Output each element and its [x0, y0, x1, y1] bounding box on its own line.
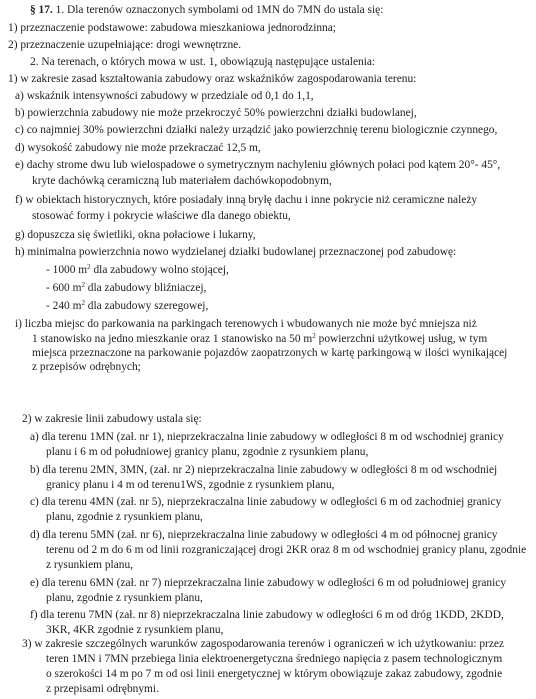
- paragraph-intro-line: [30, 3, 383, 18]
- section2-item-i-line4: z przepisów odrębnych;: [32, 361, 141, 373]
- section2-intro: 2. Na terenach, o których mowa w ust. 1, obowiązują następujące ustalenia:: [30, 56, 376, 68]
- section2-item-i-line2: 1 stanowisko na jedno mieszkanie oraz 1 stanowisko na 50 $m^2$ powierzchni użytkowej usług, w tym: [32, 332, 488, 345]
- section2-item-h-sub3: - 240 $m^2$ dla zabudowy szeregowej,: [46, 299, 209, 312]
- point3-line1: 3) w zakresie szczególnych warunków zagospodarowania terenów i ograniczeń w ich użytkowaniu: przez: [22, 638, 505, 650]
- section2-item-e-line1: e) dachy strome dwu lub wielospadowe o symetrycznym nachyleniu głównych połaci pod kątem 20°- 45°,: [15, 159, 501, 171]
- section2-item-d: d) wysokość zabudowy nie może przekraczać 12,5 m,: [15, 142, 261, 154]
- point2-intro: 2) w zakresie linii zabudowy ustala się:: [22, 413, 202, 425]
- paragraph-number: § 17.: [30, 4, 53, 16]
- section2-point1: 1) w zakresie zasad kształtowania zabudowy oraz wskaźników zagospodarowania terenu:: [8, 73, 417, 85]
- section2-item-i-line3: miejsca przeznaczone na parkowanie pojazdów zaopatrzonych w kartę parkingową w ilości wynikającej: [32, 347, 508, 359]
- section2-item-h-sub1: - 1000 $m^2$ dla zabudowy wolno stojącej,: [46, 263, 229, 276]
- section2-item-c: c) co najmniej 30% powierzchni działki należy urządzić jako powierzchnię terenu biologicznie czynnego,: [15, 124, 498, 136]
- point2-item-a-line1: a) dla terenu 1MN (zał. nr 1), nieprzekraczalna linie zabudowy w odległości 8 m od wschodniej granicy: [30, 431, 504, 443]
- point2-item-c-line2: planu, zgodnie z rysunkiem planu,: [46, 511, 203, 523]
- paragraph-item-2: 2) przeznaczenie uzupełniające: drogi wewnętrzne.: [8, 39, 242, 51]
- section2-item-i-line1: i) liczba miejsc do parkowania na parkingach terenowych i wbudowanych nie może być mniejsza niż: [15, 318, 477, 330]
- point2-item-b-line1: b) dla terenu 2MN, 3MN, (zał. nr 2) nieprzekraczalna linie zabudowy w odległości 8 m od wschodniej: [30, 464, 498, 476]
- section2-item-g: g) dopuszcza się świetliki, okna połaciowe i lukarny,: [15, 229, 256, 241]
- point2-item-e-line2: planu, zgodnie z rysunkiem planu,: [46, 592, 203, 604]
- point2-item-b-line2: granicy planu i 4 m od terenu1WS, zgodnie z rysunkiem planu,: [46, 479, 335, 491]
- point2-item-e-line1: e) dla terenu 6MN (zał. nr 7) nieprzekraczalna linie zabudowy w odległości 6 m od południowej granicy: [30, 577, 507, 589]
- section2-item-a: a) wskaźnik intensywności zabudowy w przedziale od 0,1 do 1,1,: [15, 90, 314, 102]
- section2-item-f-line2: stosować formy i pokrycie właściwe dla danego obiektu,: [32, 210, 291, 222]
- section2-item-b: b) powierzchnia zabudowy nie może przekroczyć 50% powierzchni działki budowlanej,: [15, 107, 417, 119]
- superscript-2: 2: [81, 281, 85, 289]
- paragraph-item-1: 1) przeznaczenie podstawowe: zabudowa mieszkaniowa jednorodzinna;: [8, 22, 336, 34]
- section2-item-h-sub2: - 600 $m^2$ dla zabudowy bliźniaczej,: [46, 281, 207, 294]
- point2-item-d-line3: z rysunkiem planu,: [46, 559, 133, 571]
- point2-item-d-line1: d) dla terenu 5MN (zał. nr 6), nieprzekraczalna linie zabudowy w odległości 4 m od północnej granicy: [30, 529, 498, 541]
- superscript-2: 2: [87, 263, 91, 271]
- section2-item-e-line2: kryte dachówką ceramiczną lub materiałem dachówkopodobnym,: [32, 175, 332, 187]
- paragraph-intro: 1. Dla terenów oznaczonych symbolami od 1MN do 7MN do ustala się:: [55, 4, 384, 16]
- point3-line3: o szerokości 14 m po 7 m od osi linii energetycznej w którym obowiązuje zakaz zabudowy, zgodnie: [46, 668, 503, 680]
- point2-item-a-line2: planu i 6 m od południowej granicy planu, zgodnie z rysunkiem planu,: [46, 446, 369, 458]
- section2-item-f-line1: [15, 193, 526, 208]
- superscript-2: 2: [81, 299, 85, 307]
- section2-item-h: h) minimalna powierzchnia nowo wydzielanej działki budowlanej przeznaczonej pod zabudowę:: [15, 246, 457, 258]
- superscript-2: 2: [312, 332, 316, 340]
- point2-item-d-line2: terenu od 2 m do 6 m od linii rozgraniczającej drogi 2KR oraz 8 m od wschodniej granicy planu, zgodnie: [46, 544, 527, 556]
- point2-item-f-line1: f) dla terenu 7MN (zał. nr 8) nieprzekraczalna linie zabudowy w odległości 6 m od dróg 1KDD, 2KDD,: [30, 609, 504, 621]
- point3-line4: z przepisami odrębnymi.: [46, 683, 159, 695]
- section2-item-f-text: f) w obiektach historycznych, które posiadały inną bryłę dachu i inne pokrycie niż ceramiczne należy: [15, 194, 478, 206]
- point2-item-f-line2: 3KR, 4KR zgodnie z rysunkiem planu,: [46, 624, 224, 636]
- point3-line2: teren 1MN i 7MN przebiega linia elektroenergetyczna średniego napięcia z pasem technologicznym: [46, 653, 503, 665]
- point2-item-c-line1: c) dla terenu 4MN (zał. nr 5), nieprzekraczalna linie zabudowy w odległości 6 m od zachodniej granicy: [30, 496, 502, 508]
